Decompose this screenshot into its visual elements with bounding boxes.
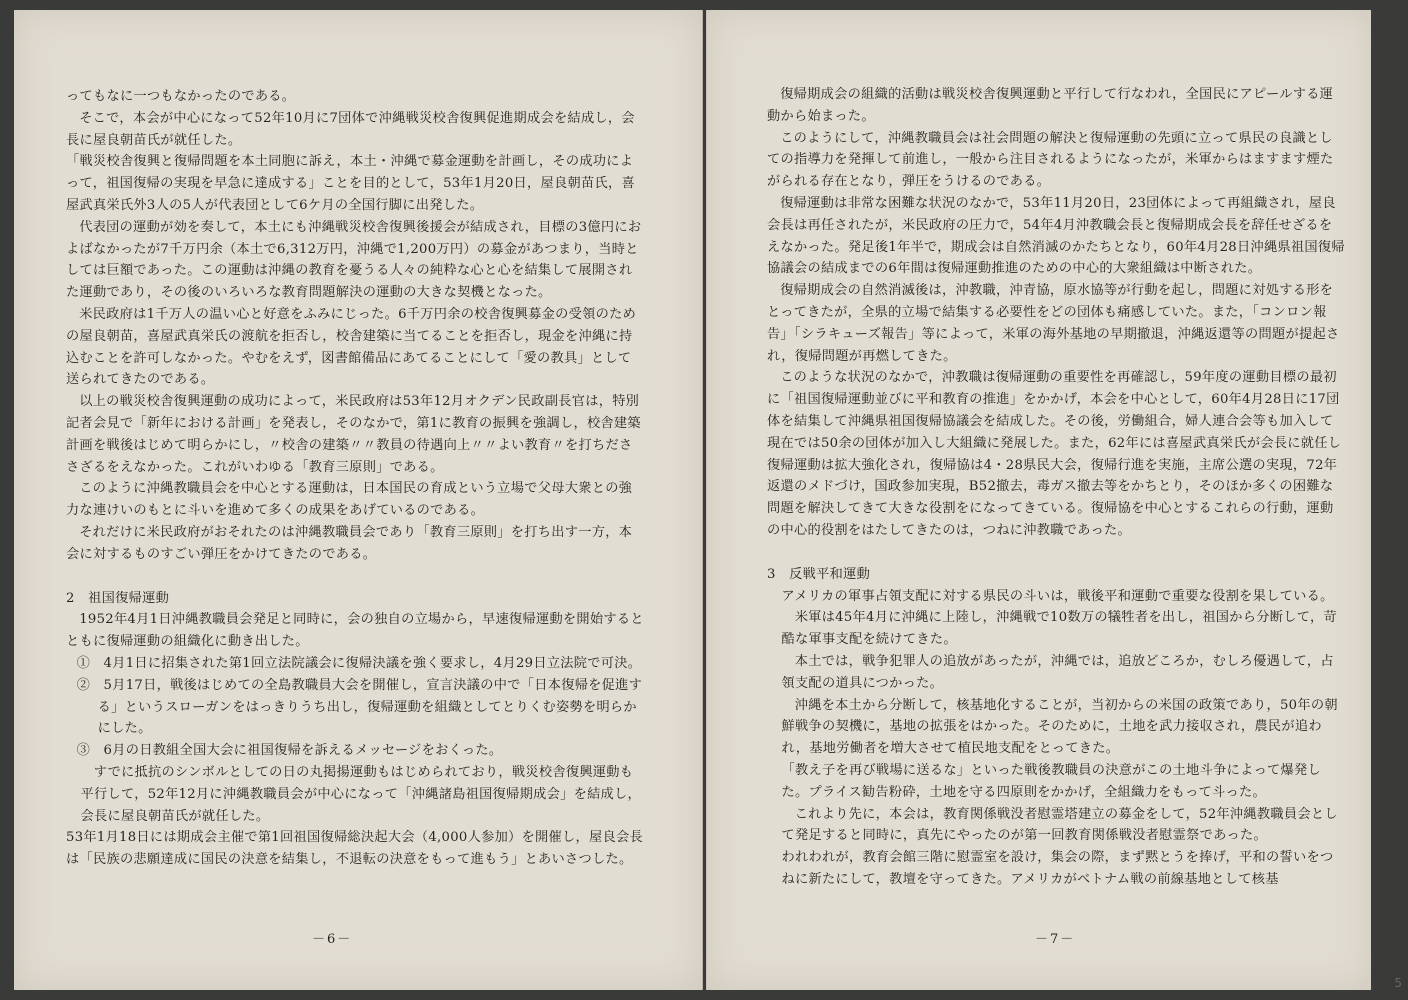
corner-mark: 5 bbox=[1394, 976, 1402, 990]
left-page bbox=[14, 10, 703, 990]
right-page-text bbox=[767, 84, 1345, 891]
paragraph: 復帰運動は非常な困難な状況のなかで，53年11月20日，23団体によって再組織され，屋良会長は再任されたが，米民政府の圧力で，54年4月沖教職会長と復帰期成会長を辞任せざるをえなかった。発足後1年半で，期成会は自然消滅のかたちとなり，60年4月28日沖縄県祖国復帰協議会の結成までの6年間は復帰運動推進のための中心的大衆組織は中断された。 bbox=[767, 195, 1345, 277]
paragraph: 沖縄を本土から分断して，核基地化することが，当初からの米国の政策であり，50年の朝鮮戦争の契機に，基地の拡張をはかった。そのために，土地を武力接収され，農民が追われ，基地労働者を増大させて植民地支配をとってきた。 bbox=[781, 697, 1338, 757]
paragraph: これより先に，本会は，教育関係戦没者慰霊塔建立の募金をして，52年沖縄教職員会として発足すると同時に，真先にやったのが第一回教育関係戦没者慰霊祭であった。 bbox=[781, 806, 1338, 844]
paragraph: 53年1月18日には期成会主催で第1回祖国復帰総決起大会（4,000人参加）を開催し，屋良会長は「民族の悲願達成に国民の決意を結集し，不退転の決意をもって進もう」とあいさつした。 bbox=[66, 830, 643, 868]
section-intro: 1952年4月1日沖縄教職員会発足と同時に，会の独自の立場から，早速復帰運動を開始するとともに復帰運動の組織化に動き出した。 bbox=[66, 612, 644, 650]
paragraph: 本土では，戦争犯罪人の追放があったが，沖縄では，追放どころか，むしろ優遇して，占領支配の道具につかった。 bbox=[781, 653, 1334, 691]
page-number: －7－ bbox=[1035, 932, 1076, 947]
paragraph: 米民政府は1千万人の温い心と好意をふみにじった。6千万円余の校舎復興募金の受領のための屋良朝苗，喜屋武真栄氏の渡航を拒否し，校舎建築に当てることを拒否し，現金を沖縄に持込むことを許可しなかった。やむをえず，図書館備品にあてることにして「愛の教具」として送られてきたのである。 bbox=[66, 306, 637, 388]
section-heading: 2 祖国復帰運動 bbox=[66, 590, 170, 606]
paragraph: 代表団の運動が効を奏して，本土にも沖縄戦災校舎復興後援会が結成され，目標の3億円におよばなかったが7千万円余（本土で6,312万円，沖縄で1,200万円）の募金があつまり，当時としては巨額であった。この運動は沖縄の教育を憂うる人々の純粋な心と心を結集して展開された運動であり，その後のいろいろな教育問題解決の運動の大きな契機となった。 bbox=[66, 219, 642, 301]
paragraph: 以上の戦災校舎復興運動の成功によって，米民政府は53年12月オクデン民政副長官は，特別記者会見で「新年における計画」を発表し，そのなかで，第1に教育の振興を強調し，校舎建築計画を戦後はじめて明らかにし，〃校舎の建築〃〃教員の待遇向上〃〃よい教育〃を打ちだささざるをえなかった。これがいわゆる「教育三原則」である。 bbox=[66, 394, 641, 475]
enum-item: ③ 6月の日教組全国大会に祖国復帰を訴えるメッセージをおくった。 bbox=[76, 743, 503, 759]
paragraph: 「教え子を再び戦場に送るな」といった戦後教職員の決意がこの土地斗争によって爆発した。プライス勧告粉砕，土地を守る四原則をかかげ，全組織力をもって斗った。 bbox=[781, 762, 1322, 800]
section-heading: 3 反戦平和運動 bbox=[767, 566, 871, 582]
paragraph: 米軍は45年4月に沖縄に上陸し，沖縄戦で10数万の犠牲者を出し，祖国から分断して，苛酷な軍事支配を続けてきた。 bbox=[781, 610, 1337, 648]
paragraph: 「戦災校舎復興と復帰問題を本土同胞に訴え，本土・沖縄で募金運動を計画し，その成功によって，祖国復帰の実現を早急に達成する」ことを目的として，53年1月20日，屋良朝苗氏，喜屋武真栄氏外3人の5人が代表団として6ケ月の全国行脚に出発した。 bbox=[66, 154, 635, 213]
page-number: －6－ bbox=[312, 932, 353, 947]
paragraph: このようにして，沖縄教職員会は社会問題の解決と復帰運動の先頭に立って県民の良識としての指導力を発揮して前進し，一般から注目されるようになったが，米軍からはますます煙たがられる存在となり，弾圧をうけるのである。 bbox=[767, 130, 1334, 190]
paragraph: ってもなに一つもなかったのである。 bbox=[66, 89, 296, 104]
paragraph: われわれが，教育会館三階に慰霊室を設け，集会の際，まず黙とうを捧げ，平和の誓いをつねに新たにして，教壇を守ってきた。アメリカがベトナム戦の前線基地として核基 bbox=[781, 850, 1334, 887]
paragraph: それだけに米民政府がおそれたのは沖縄教職員会であり「教育三原則」を打ち出す一方，本会に対するものすごい弾圧をかけてきたのである。 bbox=[66, 524, 633, 562]
right-page bbox=[706, 10, 1371, 990]
paragraph: 復帰期成会の組織的活動は戦災校舎復興運動と平行して行なわれ，全国民にアピールする運動から始まった。 bbox=[767, 87, 1334, 124]
paragraph: すでに抵抗のシンボルとしての日の丸掲揚運動もはじめられており，戦災校舎復興運動も平行して，52年12月に沖縄教職員会が中心になって「沖縄諸島祖国復帰期成会」を結成し，会長に屋良朝苗氏が就任した。 bbox=[80, 764, 642, 824]
left-page-text bbox=[66, 86, 644, 871]
paragraph: このような状況のなかで，沖教職は復帰運動の重要性を再確認し，59年度の運動目標の最初に「祖国復帰運動並びに平和教育の推進」をかかげ，本会を中心として，60年4月28日に17団体を結集して沖縄県祖国復帰協議会を結成した。その後，労働組合，婦人連合会等も加入して現在では50余の団体が加入し大組織に発展した。また，62年には喜屋武真栄氏が会長に就任し復帰運動は拡大強化され，復帰協は4・28県民大会，復帰行進を実施，主席公選の実現，72年返還のメドづけ，国政参加実現，B52撤去，毒ガス撤去等をかちとり，そのほか多くの困難な問題を解決してきて大きな役割をになってきている。復帰協を中心とするこれらの行動，運動の中心的役割をはたしてきたのは，つねに沖教職であった。 bbox=[767, 370, 1342, 538]
paragraph: アメリカの軍事占領支配に対する県民の斗いは，戦後平和運動で重要な役割を果している。 bbox=[781, 588, 1334, 604]
enum-item: ① 4月1日に招集された第1回立法院議会に復帰決議を強く要求し，4月29日立法院で可決。 bbox=[76, 655, 642, 671]
paragraph: そこで，本会が中心になって52年10月に7団体で沖縄戦災校舎復興促進期成会を結成し，会長に屋良朝苗氏が就任した。 bbox=[66, 110, 635, 148]
paragraph: 復帰期成会の自然消滅後は，沖教職，沖青協，原水協等が行動を起し，問題に対処する形をとってきたが，全県的立場で結集する必要性をどの団体も痛感していた。また，「コンロン報告」「シラキューズ報告」等によって，米軍の海外基地の早期撤退，沖縄返還等の問題が提起され，復帰問題が再燃してきた。 bbox=[767, 283, 1340, 364]
paragraph: このように沖縄教職員会を中心とする運動は，日本国民の育成という立場で父母大衆との強力な連けいのもとに斗いを進めて多くの成果をあげているのである。 bbox=[66, 481, 633, 519]
enum-item: ② 5月17日，戦後はじめての全島教職員大会を開催し，宣言決議の中で「日本復帰を促進する」というスローガンをはっきりうち出し，復帰運動を組織としてとりくむ姿勢を明らかにした。 bbox=[76, 677, 643, 737]
